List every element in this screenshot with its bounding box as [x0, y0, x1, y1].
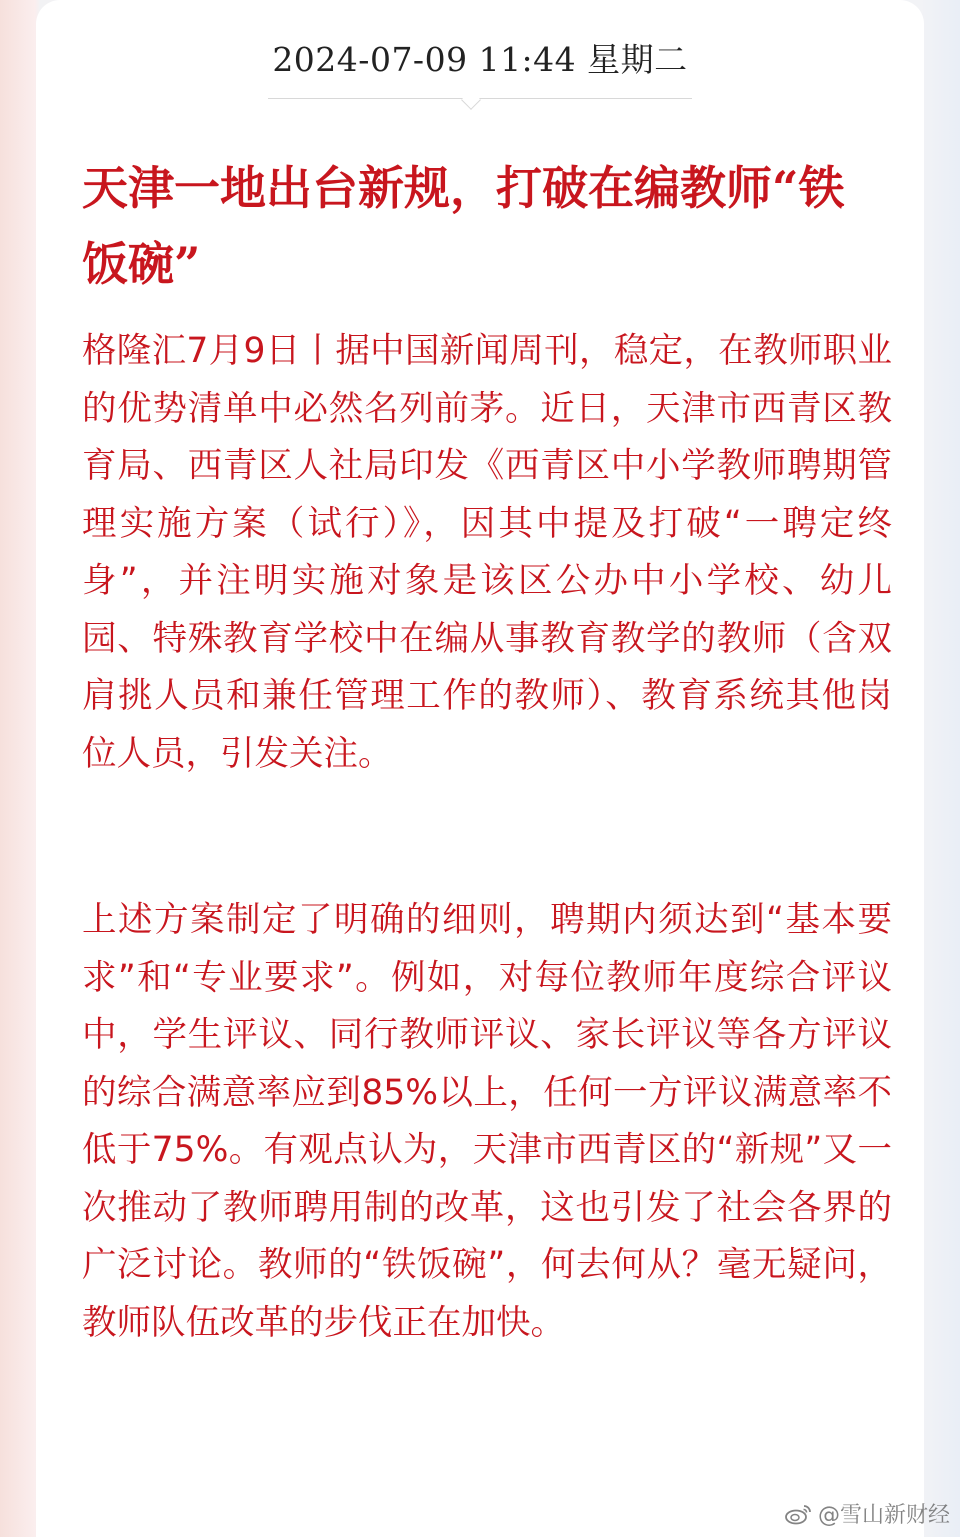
weibo-icon [784, 1503, 812, 1525]
article-card [36, 0, 924, 1537]
date-line: 2024-07-09 11:44 星期二 [272, 40, 688, 79]
date-divider-notch [461, 90, 481, 110]
watermark-text: @雪山新财经 [817, 1503, 950, 1528]
watermark [784, 1498, 950, 1529]
article-headline: 天津一地出台新规，打破在编教师“铁饭碗” [82, 161, 845, 291]
article-paragraph-2: 上述方案制定了明确的细则，聘期内须达到“基本要求”和“专业要求”。例如，对每位教师年度综合评议中，学生评议、同行教师评议、家长评议等各方评议的综合满意率应到85%以上，任何一方评议满意率不低于75%。有观点认为，天津市西青区的“新规”又一次推动了教师聘用制的改革，这也引发了社会各界的广泛讨论。教师的“铁饭碗”，何去何从？毫无疑问，教师队伍改革的步伐正在加快。 [82, 900, 892, 1343]
article-paragraph-1: 格隆汇7月9日丨据中国新闻周刊，稳定，在教师职业的优势清单中必然名列前茅。近日，天津市西青区教育局、西青区人社局印发《西青区中小学教师聘期管理实施方案（试行）》，因其中提及打破“一聘定终身”，并注明实施对象是该区公办中小学校、幼儿园、特殊教育学校中在编从事教育教学的教师（含双肩挑人员和兼任管理工作的教师）、教育系统其他岗位人员，引发关注。 [82, 331, 892, 774]
